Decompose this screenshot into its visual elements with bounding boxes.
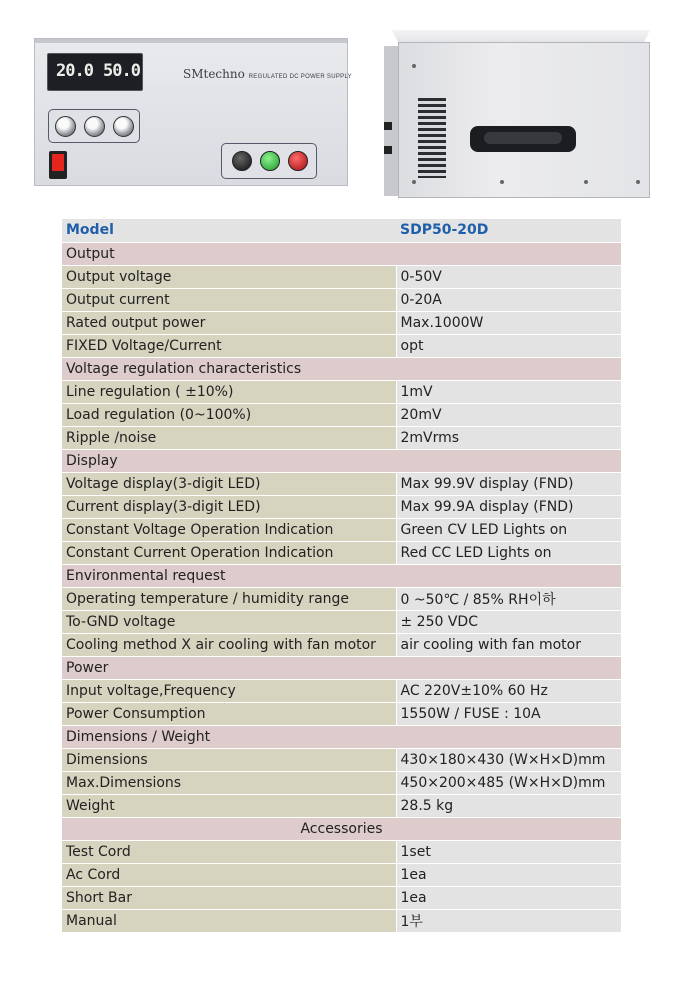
spec-row: [62, 265, 621, 288]
spec-value: 1ea: [396, 863, 621, 886]
spec-row: [62, 288, 621, 311]
spec-label: Short Bar: [62, 886, 396, 909]
spec-row: [62, 426, 621, 449]
spec-row: [62, 771, 621, 794]
screw-icon: [500, 180, 504, 184]
handle-icon: [470, 126, 576, 152]
spec-row: [62, 472, 621, 495]
spec-value: Max.1000W: [396, 311, 621, 334]
spec-label: Line regulation ( ±10%): [62, 380, 396, 403]
spec-label: Manual: [62, 909, 396, 932]
spec-label: Dimensions: [62, 748, 396, 771]
section-header-row: [62, 357, 621, 380]
spec-row: [62, 541, 621, 564]
spec-value: 20mV: [396, 403, 621, 426]
spec-value: Max 99.9V display (FND): [396, 472, 621, 495]
spec-row: [62, 794, 621, 817]
spec-row: [62, 587, 621, 610]
spec-label: Ac Cord: [62, 863, 396, 886]
spec-value: 450×200×485 (W×H×D)mm: [396, 771, 621, 794]
spec-row: [62, 909, 621, 932]
section-title: Dimensions / Weight: [62, 725, 621, 748]
spec-label: Constant Voltage Operation Indication: [62, 518, 396, 541]
section-header-row: [62, 817, 621, 840]
spec-value: air cooling with fan motor: [396, 633, 621, 656]
spec-row: [62, 610, 621, 633]
model-header-row: [62, 219, 621, 242]
spec-value: Max 99.9A display (FND): [396, 495, 621, 518]
spec-label: Output voltage: [62, 265, 396, 288]
voltage-coarse-knob-icon: [84, 116, 105, 137]
section-title: Accessories: [62, 817, 621, 840]
section-header-row: [62, 449, 621, 472]
spec-label: Cooling method X air cooling with fan motor: [62, 633, 396, 656]
spec-label: To-GND voltage: [62, 610, 396, 633]
section-header-row: [62, 564, 621, 587]
output-terminal-panel: [221, 143, 317, 179]
spec-value: 1ea: [396, 886, 621, 909]
voltage-display: 20.0: [56, 61, 93, 81]
spec-table: [62, 219, 621, 933]
spec-value: 28.5 kg: [396, 794, 621, 817]
screw-icon: [412, 180, 416, 184]
spec-row: [62, 311, 621, 334]
spec-label: Constant Current Operation Indication: [62, 541, 396, 564]
spec-label: Max.Dimensions: [62, 771, 396, 794]
adjust-knob-panel: [48, 109, 140, 143]
spec-label: Voltage display(3-digit LED): [62, 472, 396, 495]
spec-label: Test Cord: [62, 840, 396, 863]
positive-terminal-icon: [288, 151, 308, 171]
spec-value: 1mV: [396, 380, 621, 403]
section-title: Display: [62, 449, 621, 472]
cabinet-photo: [384, 30, 650, 198]
brand-name: SMtechno: [183, 67, 245, 81]
current-knob-icon: [55, 116, 76, 137]
voltage-fine-knob-icon: [113, 116, 134, 137]
negative-terminal-icon: [232, 151, 252, 171]
spec-label: Power Consumption: [62, 702, 396, 725]
spec-value: Green CV LED Lights on: [396, 518, 621, 541]
spec-value: 2mVrms: [396, 426, 621, 449]
section-header-row: [62, 656, 621, 679]
section-title: Environmental request: [62, 564, 621, 587]
spec-value: 0 ~50℃ / 85% RH이하: [396, 587, 621, 610]
spec-label: Load regulation (0~100%): [62, 403, 396, 426]
spec-label: Weight: [62, 794, 396, 817]
section-title: Output: [62, 242, 621, 265]
rear-connector-icon: [384, 122, 392, 130]
spec-label: FIXED Voltage/Current: [62, 334, 396, 357]
screw-icon: [636, 180, 640, 184]
spec-row: [62, 380, 621, 403]
front-panel-photo: [34, 38, 352, 186]
spec-value: ± 250 VDC: [396, 610, 621, 633]
model-label: Model: [62, 219, 396, 242]
spec-row: [62, 334, 621, 357]
current-display: 50.0: [103, 61, 140, 81]
brand-logo: [183, 67, 352, 81]
brand-subtitle: REGULATED DC POWER SUPPLY: [248, 74, 352, 80]
panel-top-edge: [35, 39, 347, 43]
spec-value: AC 220V±10% 60 Hz: [396, 679, 621, 702]
spec-value: 1set: [396, 840, 621, 863]
spec-row: [62, 403, 621, 426]
section-title: Voltage regulation characteristics: [62, 357, 621, 380]
screw-icon: [412, 64, 416, 68]
spec-label: Input voltage,Frequency: [62, 679, 396, 702]
spec-value: 1부: [396, 909, 621, 932]
vent-grille-icon: [418, 98, 446, 178]
spec-row: [62, 633, 621, 656]
spec-row: [62, 679, 621, 702]
spec-row: [62, 840, 621, 863]
spec-value: 430×180×430 (W×H×D)mm: [396, 748, 621, 771]
spec-value: Red CC LED Lights on: [396, 541, 621, 564]
led-display-window: [47, 53, 143, 91]
spec-row: [62, 863, 621, 886]
spec-row: [62, 518, 621, 541]
section-title: Power: [62, 656, 621, 679]
spec-row: [62, 886, 621, 909]
spec-row: [62, 702, 621, 725]
spec-value: 0-50V: [396, 265, 621, 288]
rear-connector-icon-2: [384, 146, 392, 154]
spec-label: Operating temperature / humidity range: [62, 587, 396, 610]
model-value: SDP50-20D: [396, 219, 621, 242]
spec-row: [62, 748, 621, 771]
ground-terminal-icon: [260, 151, 280, 171]
spec-label: Current display(3-digit LED): [62, 495, 396, 518]
section-header-row: [62, 725, 621, 748]
spec-value: opt: [396, 334, 621, 357]
spec-value: 0-20A: [396, 288, 621, 311]
section-header-row: [62, 242, 621, 265]
spec-value: 1550W / FUSE : 10A: [396, 702, 621, 725]
spec-label: Ripple /noise: [62, 426, 396, 449]
spec-label: Output current: [62, 288, 396, 311]
spec-label: Rated output power: [62, 311, 396, 334]
screw-icon: [584, 180, 588, 184]
spec-row: [62, 495, 621, 518]
power-switch-icon: [49, 151, 67, 179]
